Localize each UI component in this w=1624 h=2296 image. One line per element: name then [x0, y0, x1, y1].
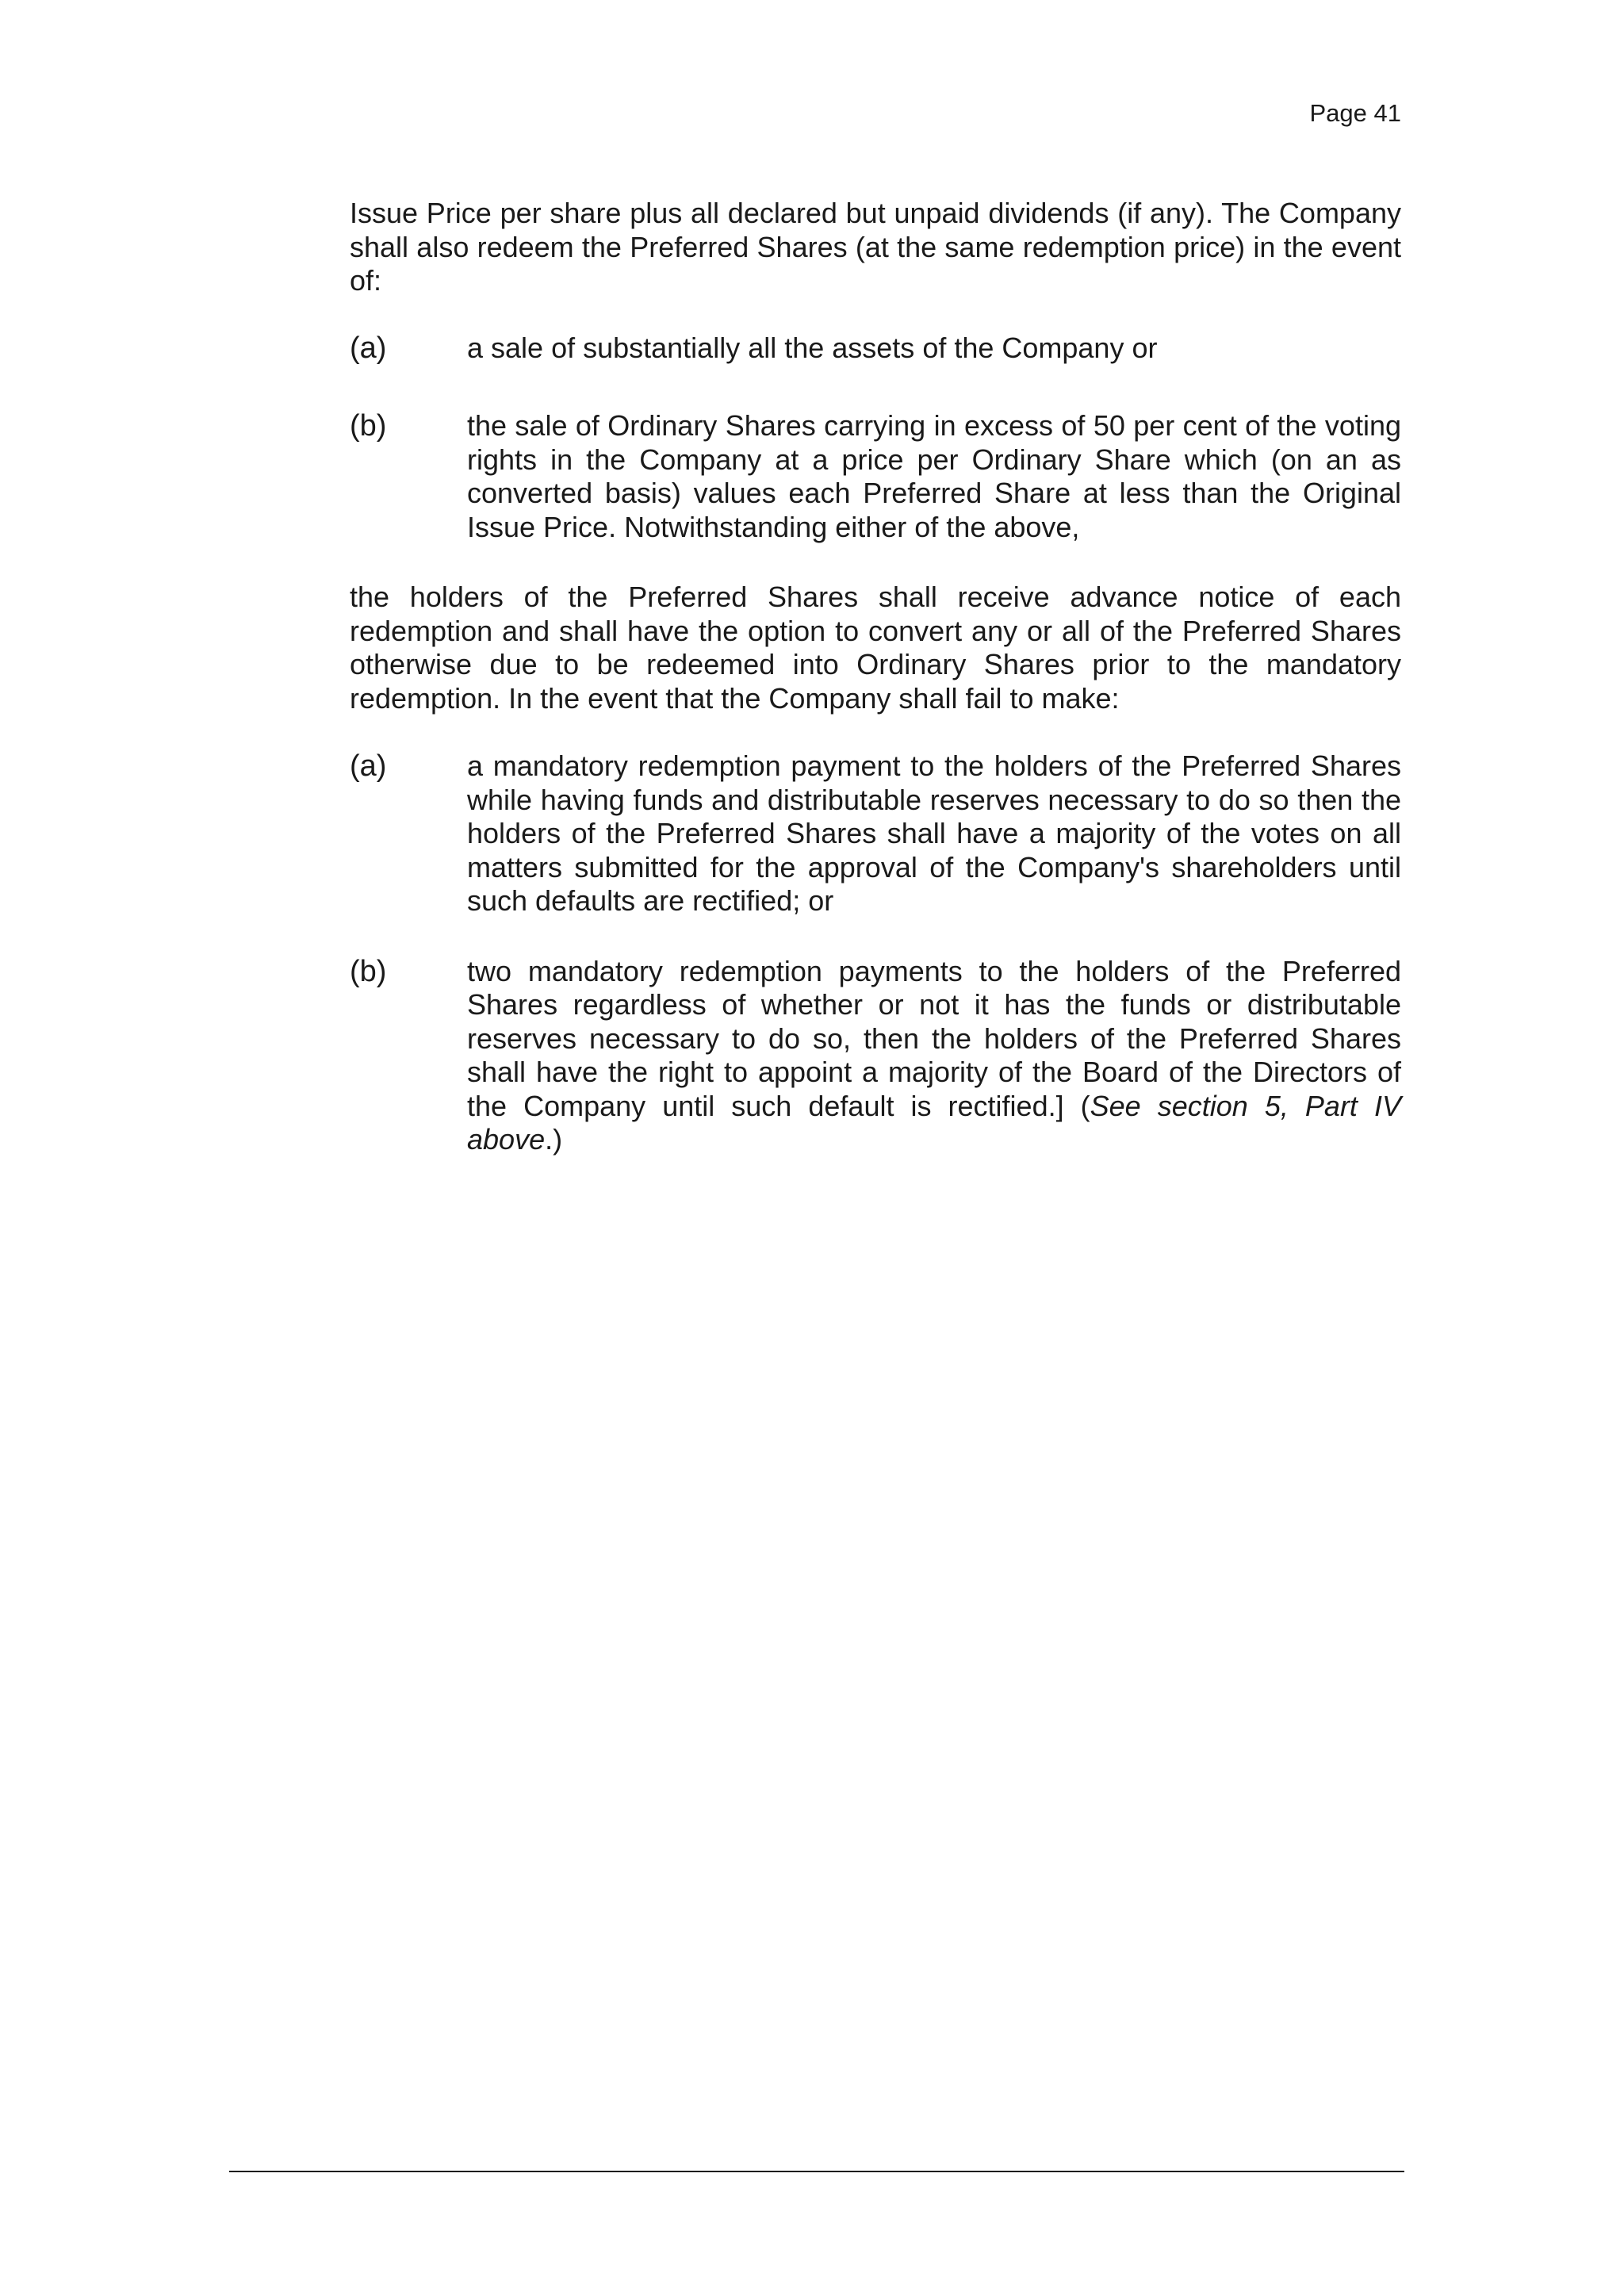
list-item — [350, 332, 1401, 366]
cross-reference: See section 5, Part IV above — [467, 1089, 1401, 1156]
document-body — [350, 197, 1401, 1157]
list-item-label: (a) — [350, 749, 387, 783]
list-item-text-tail: .) — [545, 1123, 563, 1156]
list-item-text-main: two mandatory redemption payments to the holders of the Preferred Shares regardless of whether or not it has the funds or distributable reserves necessary to do so, then the holders of the Preferred Shares shall have the right to appoint a majority of the Board of the Directors of the Company until such default is rectified.] ( — [467, 954, 1401, 1122]
footer-rule — [229, 2171, 1404, 2172]
list-item-label: (b) — [350, 409, 387, 443]
list-item — [350, 749, 1401, 918]
list-item-text: a sale of substantially all the assets of the Company or — [467, 331, 1158, 364]
list-item-text: a mandatory redemption payment to the holders of the Preferred Shares while having funds and distributable reserves necessary to do so then the holders of the Preferred Shares shall have a majority of the votes on all matters submitted for the approval of the Company's shareholders until such defaults are rectified; or — [467, 749, 1401, 917]
list-item-label: (b) — [350, 954, 387, 988]
intro-paragraph: Issue Price per share plus all declared but unpaid dividends (if any). The Company shall also redeem the Preferred Shares (at the same redemption price) in the event of: — [350, 197, 1401, 297]
list-item-text — [467, 955, 1401, 1157]
list-item-text: the sale of Ordinary Shares carrying in excess of 50 per cent of the voting rights in the Company at a price per Ordinary Share which (on an as converted basis) values each Preferred Share at less than the Original Issue Price. Notwithstanding either of the above, — [467, 409, 1401, 543]
page-number: Page 41 — [1309, 99, 1401, 127]
middle-paragraph: the holders of the Preferred Shares shall receive advance notice of each redemption and shall have the option to convert any or all of the Preferred Shares otherwise due to be redeemed into Ordinary Shares prior to the mandatory redemption. In the event that the Company shall fail to make: — [350, 581, 1401, 715]
list-item — [350, 955, 1401, 1157]
list-item — [350, 409, 1401, 544]
list-item-label: (a) — [350, 331, 387, 365]
